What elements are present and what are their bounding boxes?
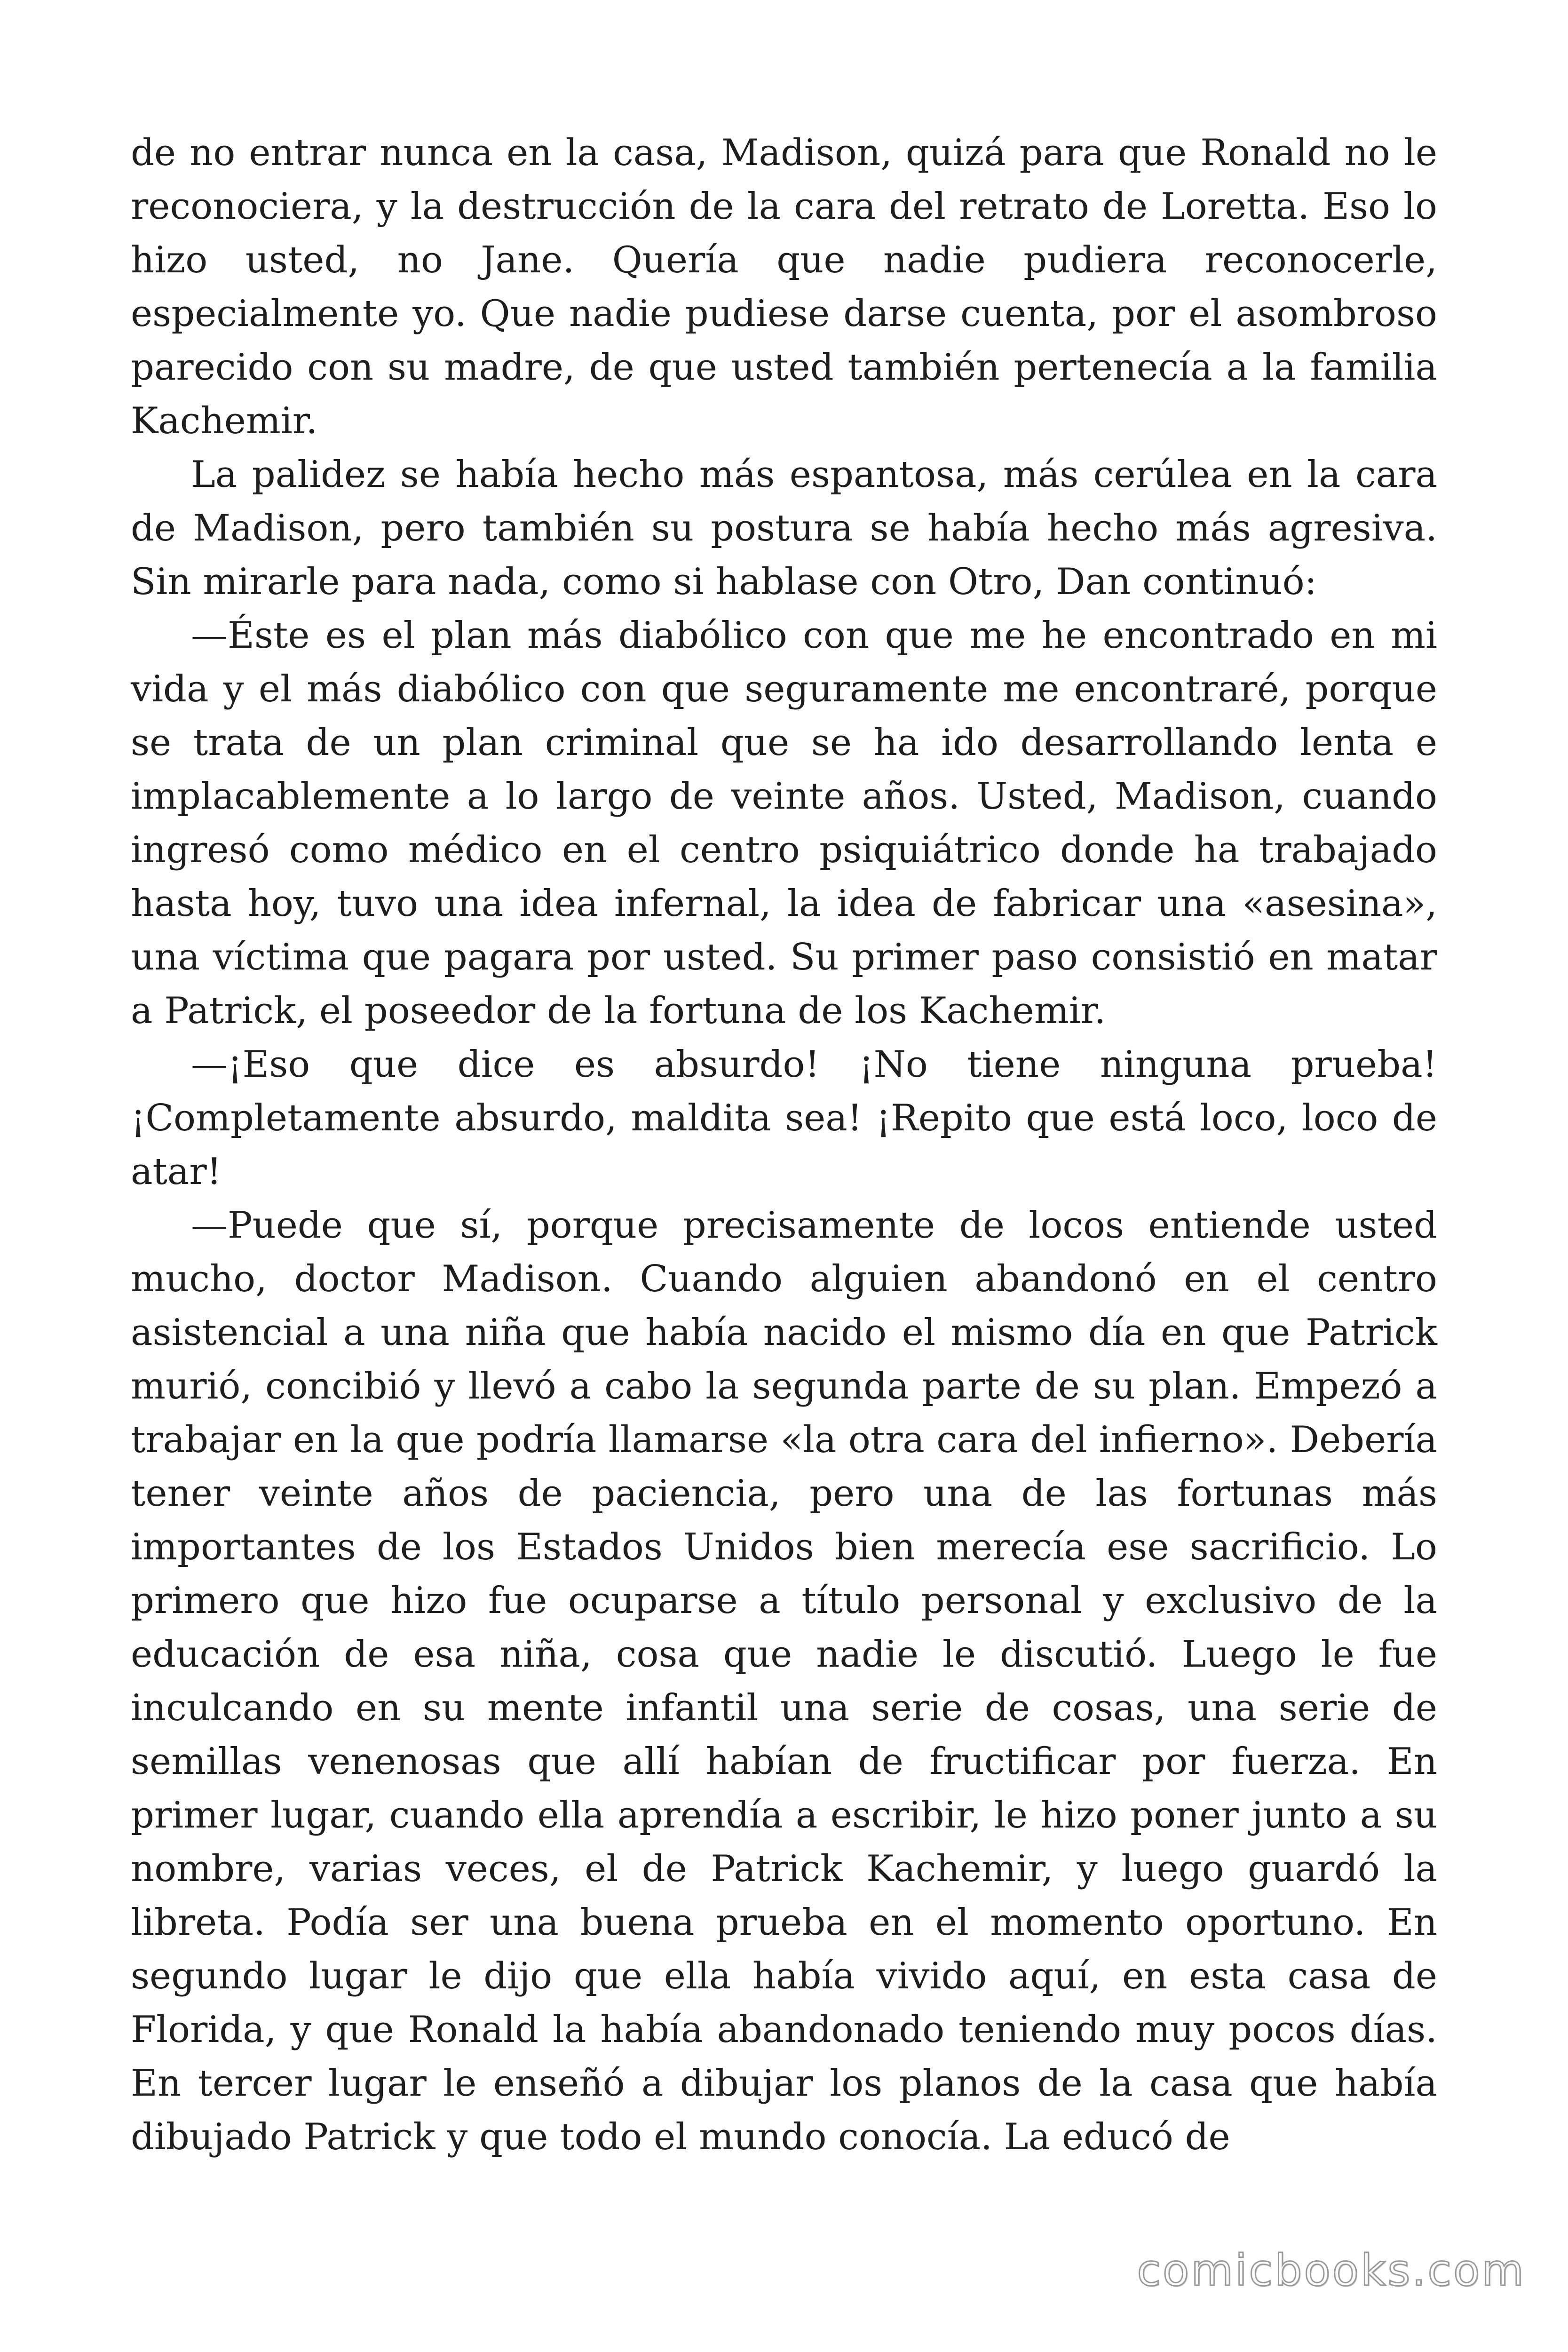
- page-body: [131, 126, 1437, 2164]
- paragraph-1: de no entrar nunca en la casa, Madison, quizá para que Ronald no le reconociera, y la destrucción de la cara del retrato de Loretta. Eso lo hizo usted, no Jane. Quería que nadie pudiera reconocerle, especialmente yo. Que nadie pudiese darse cuenta, por el asombroso parecido con su madre, de que usted también pertenecía a la familia Kachemir.: [131, 132, 1437, 442]
- paragraph-5: —Puede que sí, porque precisamente de locos entiende usted mucho, doctor Madison. Cuando alguien abandonó en el centro asistencial a una niña que había nacido el mismo día en que Patrick murió, concibió y llevó a cabo la segunda parte de su plan. Empezó a trabajar en la que podría llamarse «la otra cara del infierno». Debería tener veinte años de paciencia, pero una de las fortunas más importantes de los Estados Unidos bien merecía ese sacrificio. Lo primero que hizo fue ocuparse a título personal y exclusivo de la educación de esa niña, cosa que nadie le discutió. Luego le fue inculcando en su mente infantil una serie de cosas, una serie de semillas venenosas que allí habían de fructificar por fuerza. En primer lugar, cuando ella aprendía a escribir, le hizo poner junto a su nombre, varias veces, el de Patrick Kachemir, y luego guardó la libreta. Podía ser una buena prueba en el momento oportuno. En segundo lugar le dijo que ella había vivido aquí, en esta casa de Florida, y que Ronald la había abandonado teniendo muy pocos días. En tercer lugar le enseñó a dibujar los planos de la casa que había dibujado Patrick y que todo el mundo conocía. La educó de: [131, 1204, 1437, 2158]
- watermark-text: comicbooks.com: [1137, 2245, 1526, 2296]
- paragraph-4: —¡Eso que dice es absurdo! ¡No tiene ninguna prueba! ¡Completamente absurdo, maldita sea! ¡Repito que está loco, loco de atar!: [131, 1043, 1437, 1193]
- paragraph-2: La palidez se había hecho más espantosa, más cerúlea en la cara de Madison, pero también su postura se había hecho más agresiva. Sin mirarle para nada, como si hablase con Otro, Dan continuó:: [131, 453, 1437, 603]
- paragraph-3: —Éste es el plan más diabólico con que me he encontrado en mi vida y el más diabólico con que seguramente me encontraré, porque se trata de un plan criminal que se ha ido desarrollando lenta e implacablemente a lo largo de veinte años. Usted, Madison, cuando ingresó como médico en el centro psiquiátrico donde ha trabajado hasta hoy, tuvo una idea infernal, la idea de fabricar una «asesina», una víctima que pagara por usted. Su primer paso consistió en matar a Patrick, el poseedor de la fortuna de los Kachemir.: [131, 614, 1437, 1032]
